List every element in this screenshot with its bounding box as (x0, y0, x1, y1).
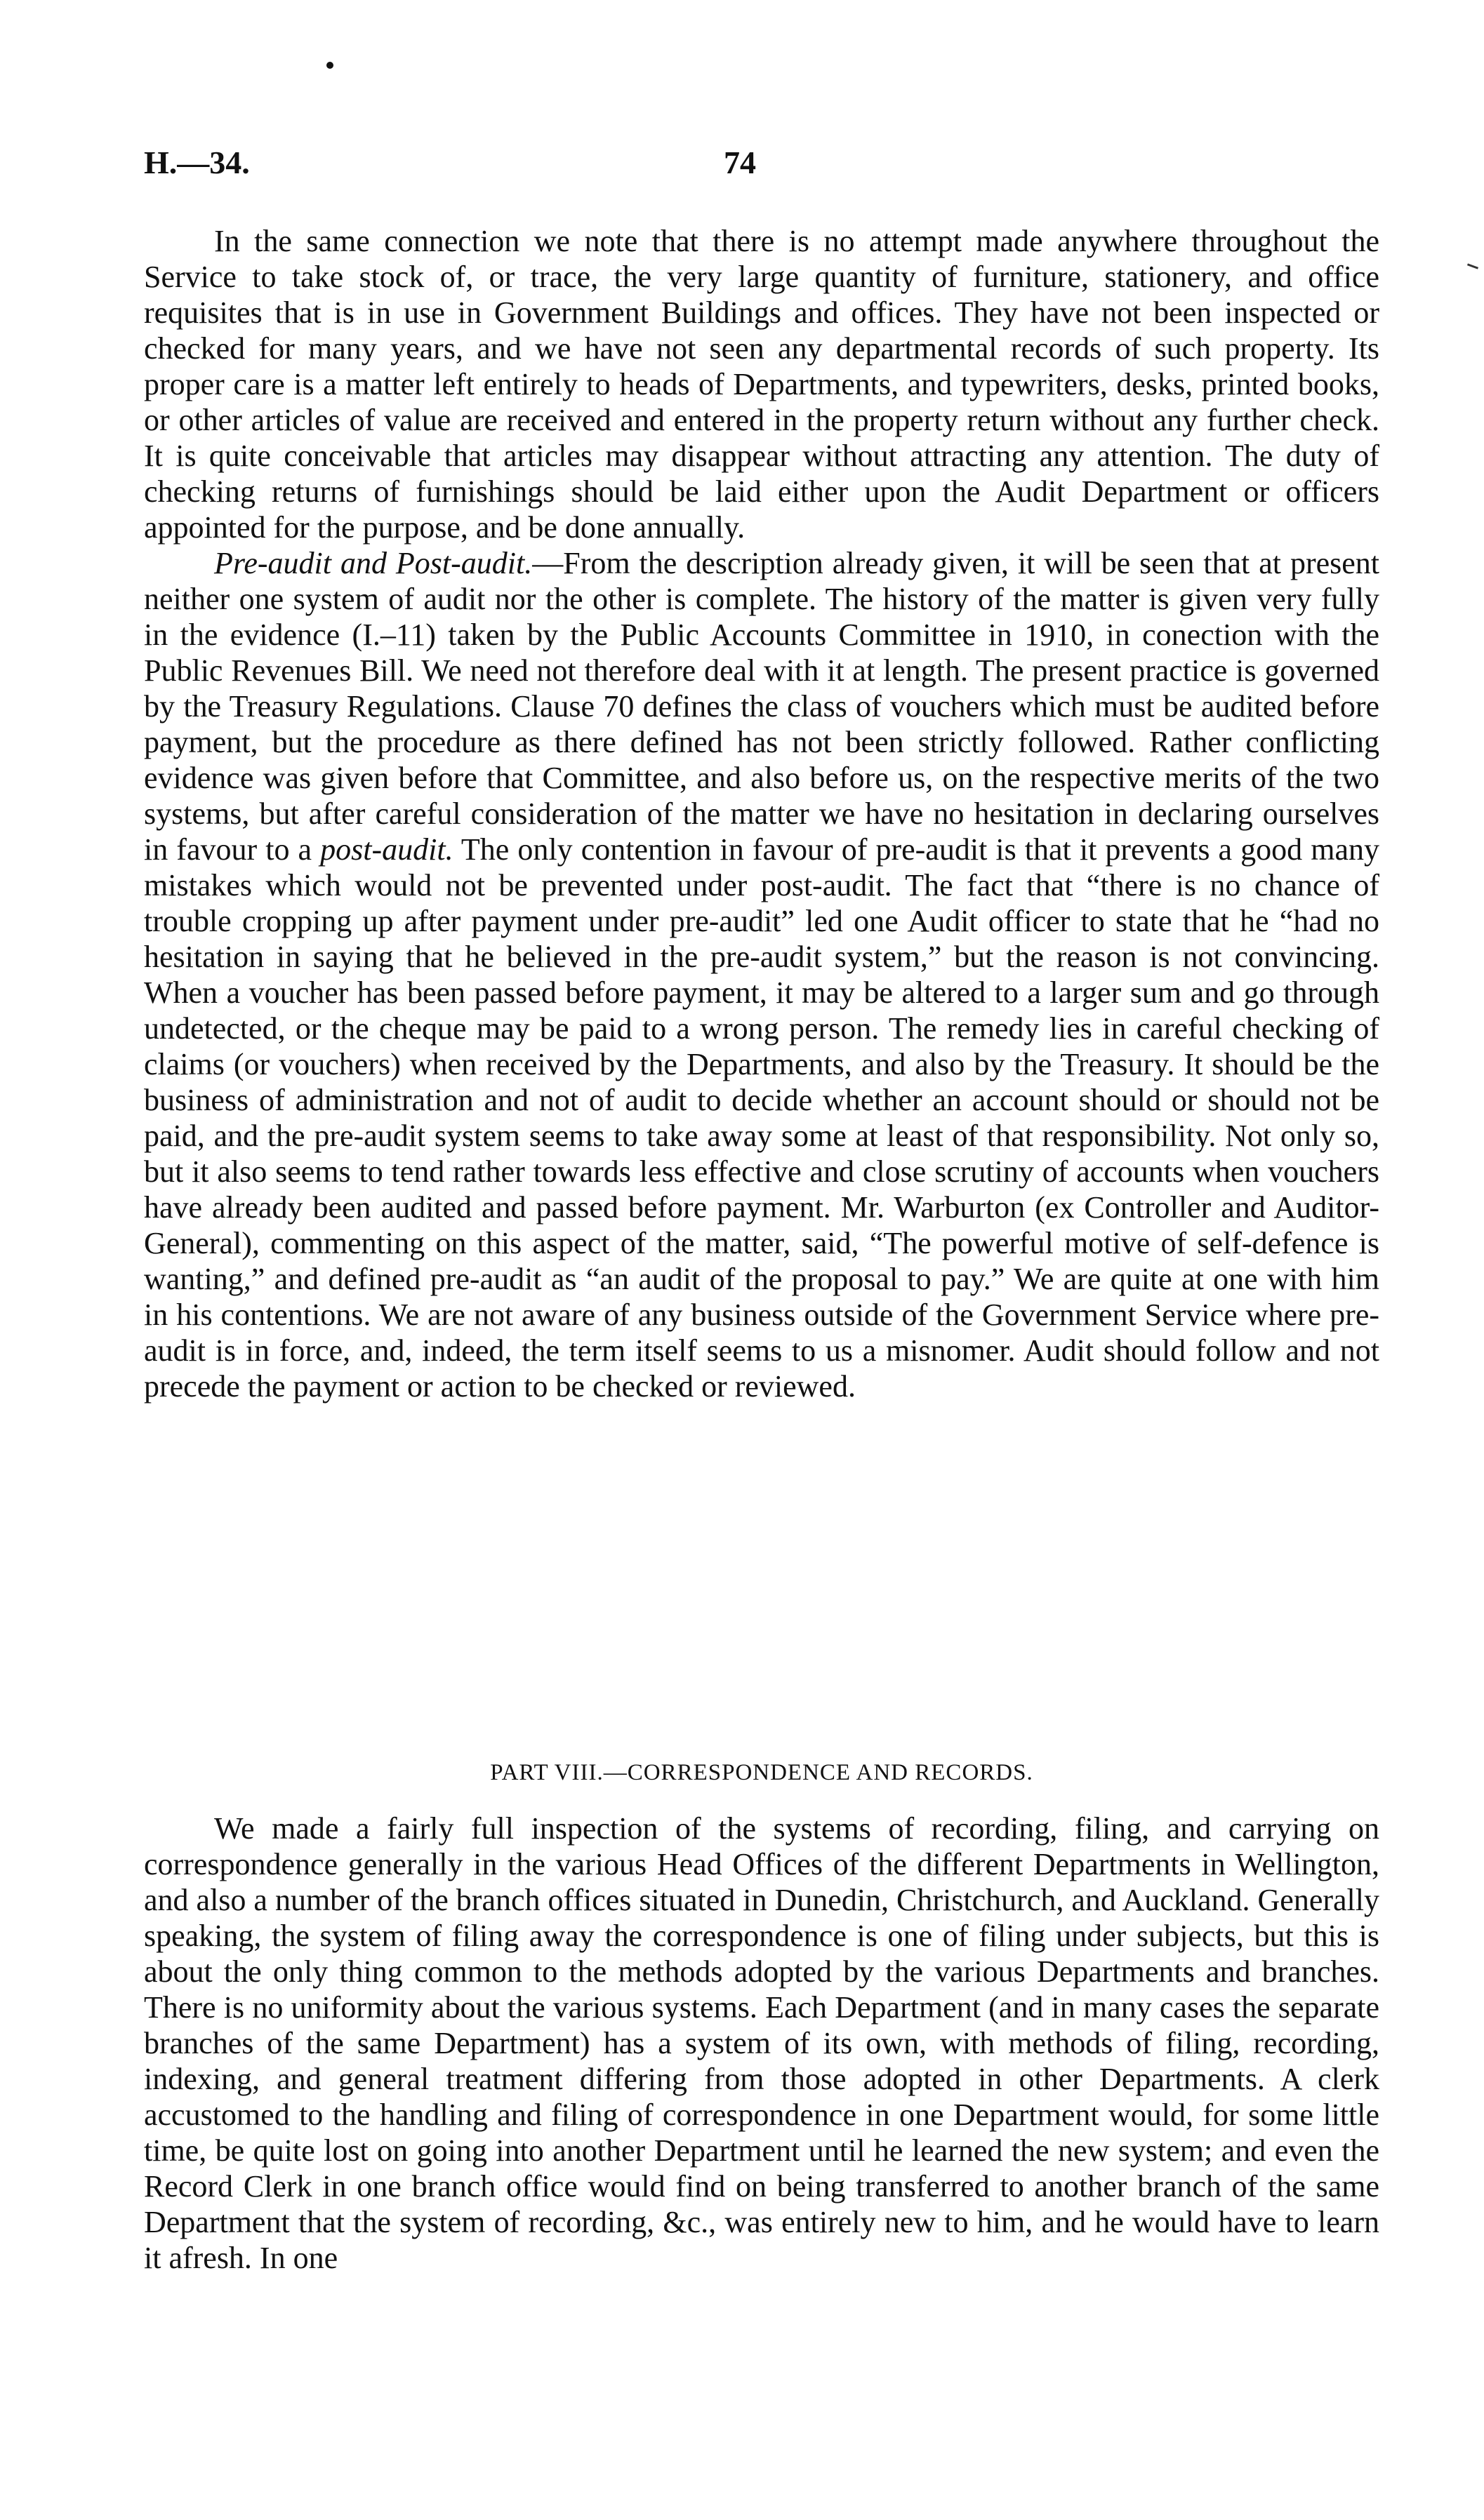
emphasis-text: post-audit. (320, 832, 453, 867)
document-reference: H.—34. (144, 145, 250, 180)
paragraph-pre-audit (144, 545, 1379, 1404)
paragraph-heading: Pre-audit and Post-audit. (214, 546, 533, 580)
part-heading: PART VIII.—CORRESPONDENCE AND RECORDS. (490, 1760, 1033, 1785)
paragraph-correspondence: We made a fairly full inspection of the systems of recording, filing, and carrying on correspondence generally in the various Head Offices of the different Departments in Wellington, and also a number of the branch offices situated in Dunedin, Christchurch, and Auckland. Generally speaking, the system of filing away the correspondence is one of filing under subjects, but this is about the only thing common to the methods adopted by the various Departments and branches. There is no uniformity about the various systems. Each Department (and in many cases the separate branches of the same Department) has a system of its own, with methods of filing, recording, indexing, and general treatment differing from those adopted in other Departments. A clerk accustomed to the handling and filing of correspondence in one Department would, for some little time, be quite lost on going into another Department until he learned the new system; and even the Record Clerk in one branch office would find on being transferred to another branch of the same Department that the system of recording, &c., was entirely new to him, and he would have to learn it afresh. In one (144, 1811, 1379, 2275)
paragraph-text: —From the description already given, it will be seen that at present neither one system of audit nor the other is complete. The history of the matter is given very fully in the evidence (I.–11) taken by the Public Accounts Committee in 1910, in conection with the Public Revenues Bill. We need not therefore deal with it at length. The present practice is governed by the Treasury Regulations. Clause 70 defines the class of vouchers which must be audited before payment, but the procedure as there defined has not been strictly followed. Rather conflicting evidence was given before that Committee, and also before us, on the respective merits of the two systems, but after careful consideration of the matter we have no hesitation in declaring ourselves in favour to a (144, 546, 1380, 867)
body-section-1 (144, 223, 1379, 1404)
body-section-2 (144, 1811, 1379, 2276)
paragraph-stock-taking: In the same connection we note that there is no attempt made anywhere throughout the Service to take stock of, or trace, the very large quantity of furniture, stationery, and office requisites that is in use in Government Buildings and offices. They have not been inspected or checked for many years, and we have not seen any departmental records of such property. Its proper care is a matter left entirely to heads of Departments, and typewriters, desks, printed books, or other articles of value are received and entered in the property return without any further check. It is quite conceivable that articles may disappear without attracting any attention. The duty of checking returns of furnishings should be laid either upon the Audit Department or officers appointed for the purpose, and be done annually. (144, 224, 1379, 545)
paragraph-text: The only contention in favour of pre-audit is that it prevents a good many mistakes which would not be prevented under post-audit. The fact that “there is no chance of trouble cropping up after payment under pre-audit” led one Audit officer to state that he “had no hesitation in saying that he believed in the pre-audit system,” but the reason is not convincing. When a voucher has been passed before payment, it may be altered to a larger sum and go through undetected, or the cheque may be paid to a wrong person. The remedy lies in careful checking of claims (or vouchers) when received by the Departments, and also by the Treasury. It should be the business of administration and not of audit to decide whether an account should or should not be paid, and the pre-audit system seems to take away some at least of that responsibility. Not only so, but it also seems to tend rather towards less effective and close scrutiny of accounts when vouchers have already been audited and passed before payment. Mr. Warburton (ex Controller and Auditor-General), commenting on this aspect of the matter, said, “The powerful motive of self-defence is wanting,” and defined pre-audit as “an audit of the proposal to pay.” We are quite at one with him in his contentions. We are not aware of any business outside of the Government Service where pre-audit is in force, and, indeed, the term itself seems to us a misnomer. Audit should follow and not precede the payment or action to be checked or reviewed. (144, 832, 1379, 1404)
page-number: 74 (724, 145, 756, 180)
printer-mark (326, 62, 333, 69)
page-header (144, 144, 1379, 193)
margin-mark (1467, 263, 1478, 269)
